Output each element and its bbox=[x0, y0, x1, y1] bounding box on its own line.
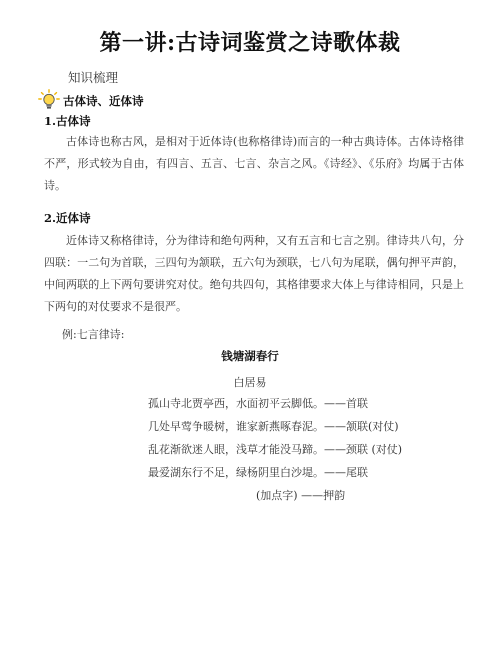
main-heading: 古体诗、近体诗 bbox=[63, 94, 144, 108]
section-label: 知识梳理 bbox=[68, 70, 119, 85]
paragraph-ancient-poetry: 古体诗也称古风，是相对于近体诗(也称格律诗)而言的一种古典诗体。古体诗格律不严，形式较为自由，有四言、五言、七言、杂言之风。《诗经》、《乐府》均属于古体诗。 bbox=[44, 135, 464, 192]
paragraph-modern-poetry: 近体诗又称格律诗，分为律诗和绝句两种，又有五言和七言之别。律诗共八句，分四联：一二句为首联，三四句为颔联，五六句为颈联，七八句为尾联，偶句押平声韵，中间两联的上下两句要讲究对仗。绝句共四句，其格律要求大体上与律诗相同，只是上下两句的对仗要求不是很严。 bbox=[44, 234, 464, 313]
poem-author: 白居易 bbox=[233, 376, 267, 389]
poem-note-rhyme: (加点字) ——押韵 bbox=[256, 489, 346, 502]
lightbulb-icon bbox=[38, 89, 60, 111]
example-label: 例:七言律诗: bbox=[62, 328, 125, 341]
subheading-ancient-poetry: 1.古体诗 bbox=[44, 114, 91, 128]
poem-line-3: 乱花渐欲迷人眼，浅草才能没马蹄。——颈联 (对仗) bbox=[148, 443, 403, 456]
page-title: 第一讲:古诗词鉴赏之诗歌体裁 bbox=[99, 30, 401, 56]
poem-title: 钱塘湖春行 bbox=[221, 349, 279, 363]
poem-line-4: 最爱湖东行不足，绿杨阴里白沙堤。——尾联 bbox=[148, 466, 368, 479]
poem-line-2: 几处早莺争暖树，谁家新燕啄春泥。——颔联(对仗) bbox=[148, 420, 399, 433]
poem-line-1: 孤山寺北贾亭西，水面初平云脚低。——首联 bbox=[148, 397, 368, 410]
subheading-modern-poetry: 2.近体诗 bbox=[44, 211, 91, 225]
